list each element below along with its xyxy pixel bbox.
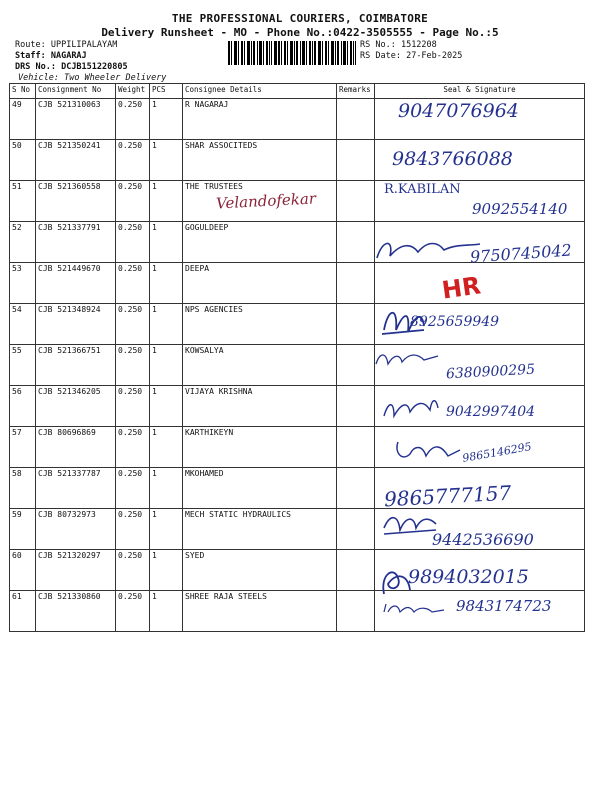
cell-weight: 0.250 (116, 591, 150, 632)
cell-pcs: 1 (150, 468, 183, 509)
cell-remarks (337, 550, 375, 591)
cell-weight: 0.250 (116, 181, 150, 222)
col-header-weight: Weight (116, 84, 150, 99)
cell-consignment: CJB 521346205 (36, 386, 116, 427)
signature-52: 9750745042 (469, 240, 573, 267)
cell-consignee: NPS AGENCIES (183, 304, 337, 345)
cell-sno: 58 (10, 468, 36, 509)
signature-scribble-56 (380, 392, 440, 422)
col-header-signature: Seal & Signature (375, 84, 585, 99)
cell-remarks (337, 263, 375, 304)
cell-consignee: THE TRUSTEES (183, 181, 337, 222)
cell-consignee: SHREE RAJA STEELS (183, 591, 337, 632)
cell-consignment: CJB 521330860 (36, 591, 116, 632)
drs-value: DCJB151220805 (61, 62, 128, 72)
staff-label: Staff: (15, 51, 46, 61)
cell-pcs: 1 (150, 386, 183, 427)
cell-remarks (337, 427, 375, 468)
signature-scribble-55 (372, 346, 442, 370)
cell-sno: 59 (10, 509, 36, 550)
signature-scribble-52 (372, 232, 482, 266)
runsheet-subtitle: Delivery Runsheet - MO - Phone No.:0422-3505555 - Page No.:5 (101, 26, 499, 39)
rs-no-label: RS No.: (360, 40, 396, 50)
cell-remarks (337, 181, 375, 222)
signature-55: 6380900295 (445, 361, 536, 383)
signature-49: 9047076964 (398, 100, 519, 122)
cell-weight: 0.250 (116, 99, 150, 140)
handwritten-note-51: Velandofekar (215, 189, 317, 213)
cell-pcs: 1 (150, 509, 183, 550)
cell-weight: 0.250 (116, 427, 150, 468)
cell-sno: 52 (10, 222, 36, 263)
cell-consignment: CJB 521320297 (36, 550, 116, 591)
cell-weight: 0.250 (116, 550, 150, 591)
cell-sno: 56 (10, 386, 36, 427)
hr-stamp: HR (440, 271, 483, 305)
signature-51-name: R.KABILAN (384, 182, 461, 197)
cell-weight: 0.250 (116, 304, 150, 345)
cell-consignee: MECH STATIC HYDRAULICS (183, 509, 337, 550)
cell-consignment: CJB 521366751 (36, 345, 116, 386)
cell-consignee: GOGULDEEP (183, 222, 337, 263)
col-header-pcs: PCS (150, 84, 183, 99)
cell-pcs: 1 (150, 99, 183, 140)
cell-weight: 0.250 (116, 140, 150, 181)
vehicle-value: Two Wheeler Delivery (64, 73, 167, 83)
cell-pcs: 1 (150, 304, 183, 345)
cell-consignee: R NAGARAJ (183, 99, 337, 140)
cell-weight: 0.250 (116, 222, 150, 263)
route-value: UPPILIPALAYAM (50, 40, 118, 50)
signature-56: 9042997404 (446, 404, 536, 420)
rs-date-value: 27-Feb-2025 (406, 51, 463, 61)
cell-remarks (337, 99, 375, 140)
cell-consignment: CJB 521360558 (36, 181, 116, 222)
route-staff-block (15, 40, 128, 73)
col-header-consignee: Consignee Details (183, 84, 337, 99)
cell-remarks (337, 304, 375, 345)
cell-sno: 49 (10, 99, 36, 140)
cell-pcs: 1 (150, 222, 183, 263)
cell-remarks (337, 509, 375, 550)
signature-60: 9894032015 (408, 566, 529, 588)
col-header-sno: S No (10, 84, 36, 99)
company-title: THE PROFESSIONAL COURIERS, COIMBATORE (171, 12, 429, 25)
cell-consignment: CJB 521337791 (36, 222, 116, 263)
cell-weight: 0.250 (116, 468, 150, 509)
cell-consignment: CJB 521348924 (36, 304, 116, 345)
cell-sno: 50 (10, 140, 36, 181)
cell-consignee: SHAR ASSOCITEDS (183, 140, 337, 181)
cell-remarks (337, 468, 375, 509)
vehicle-label: Vehicle: (18, 73, 59, 83)
signature-57: 9865146295 (461, 440, 533, 465)
signature-59: 9442536690 (432, 530, 534, 549)
signature-54: 8925659949 (410, 314, 500, 330)
signature-61: 9843174723 (456, 597, 552, 615)
table-header-row (10, 84, 585, 99)
cell-sno: 60 (10, 550, 36, 591)
signature-scribble-57 (392, 432, 462, 466)
cell-pcs: 1 (150, 345, 183, 386)
cell-pcs: 1 (150, 140, 183, 181)
cell-weight: 0.250 (116, 345, 150, 386)
cell-weight: 0.250 (116, 386, 150, 427)
signature-51-phone: 9092554140 (472, 200, 568, 218)
barcode-icon (228, 41, 356, 65)
cell-consignee: MKOHAMED (183, 468, 337, 509)
cell-remarks (337, 345, 375, 386)
signature-50: 9843766088 (392, 148, 513, 170)
signature-58: 9865777157 (383, 480, 512, 512)
cell-consignment: CJB 521337787 (36, 468, 116, 509)
vehicle-line (18, 73, 166, 83)
rs-date-label: RS Date: (360, 51, 401, 61)
cell-pcs: 1 (150, 263, 183, 304)
cell-consignee: KARTHIKEYN (183, 427, 337, 468)
cell-sno: 51 (10, 181, 36, 222)
staff-value: NAGARAJ (50, 51, 87, 61)
signature-scribble-61 (380, 600, 446, 618)
cell-pcs: 1 (150, 550, 183, 591)
cell-pcs: 1 (150, 427, 183, 468)
cell-sno: 61 (10, 591, 36, 632)
drs-label: DRS No.: (15, 62, 56, 72)
cell-remarks (337, 386, 375, 427)
cell-consignee: KOWSALYA (183, 345, 337, 386)
cell-consignment: CJB 521350241 (36, 140, 116, 181)
cell-consignment: CJB 521310063 (36, 99, 116, 140)
cell-consignee: VIJAYA KRISHNA (183, 386, 337, 427)
cell-remarks (337, 591, 375, 632)
cell-sno: 55 (10, 345, 36, 386)
col-header-remarks: Remarks (337, 84, 375, 99)
rs-no-value: 1512208 (400, 40, 437, 50)
rs-block (360, 40, 462, 62)
cell-weight: 0.250 (116, 509, 150, 550)
table-row (10, 263, 585, 304)
cell-consignment: CJB 80696869 (36, 427, 116, 468)
cell-weight: 0.250 (116, 263, 150, 304)
cell-consignee: DEEPA (183, 263, 337, 304)
signature-scribble-59 (380, 508, 440, 538)
cell-consignment: CJB 521449670 (36, 263, 116, 304)
cell-sno: 57 (10, 427, 36, 468)
cell-consignee: SYED (183, 550, 337, 591)
cell-remarks (337, 222, 375, 263)
cell-remarks (337, 140, 375, 181)
cell-sno: 54 (10, 304, 36, 345)
col-header-consignment: Consignment No (36, 84, 116, 99)
cell-consignment: CJB 80732973 (36, 509, 116, 550)
cell-pcs: 1 (150, 591, 183, 632)
route-label: Route: (15, 40, 46, 50)
cell-pcs: 1 (150, 181, 183, 222)
cell-sno: 53 (10, 263, 36, 304)
